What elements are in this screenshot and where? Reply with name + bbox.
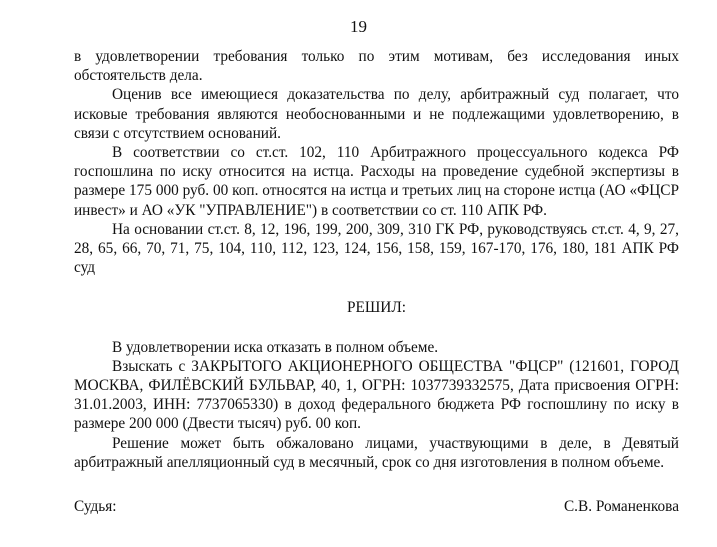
signature-role: Судья: <box>74 498 117 515</box>
page-number: 19 <box>350 17 367 36</box>
paragraph-appeal: Решение может быть обжаловано лицами, участвующими в деле, в Девятый арбитражный апелляционный суд в месячный, срок со дня изготовления в полном объеме. <box>74 434 679 471</box>
document-body <box>74 47 679 472</box>
paragraph-legal-basis: На основании ст.ст. 8, 12, 196, 199, 200, 309, 310 ГК РФ, руководствуясь ст.ст. 4, 9, 27, 28, 65, 66, 70, 71, 75, 104, 110, 112, 123, 124, 156, 158, 159, 167-170, 176, 180, 181 АПК РФ суд <box>74 220 679 277</box>
paragraph-claim-denied: В удовлетворении иска отказать в полном объеме. <box>112 338 439 356</box>
paragraph-continuation: в удовлетворении требования только по этим мотивам, без исследования иных обстоятельств дела. <box>74 48 679 85</box>
paragraph-court-costs: В соответствии со ст.ст. 102, 110 Арбитражного процессуального кодекса РФ госпошлина по иску относится на истца. Расходы на проведение судебной экспертизы в размере 175 000 руб. 00 коп. относятся на истца и третьих лиц на стороне истца (АО «ФЦСР инвест» и АО «УК "УПРАВЛЕНИЕ") в соответствии со ст. 110 АПК РФ. <box>74 144 679 219</box>
decision-heading: РЕШИЛ: <box>347 299 406 317</box>
paragraph-recovery: Взыскать с ЗАКРЫТОГО АКЦИОНЕРНОГО ОБЩЕСТВА "ФЦСР" (121601, ГОРОД МОСКВА, ФИЛЁВСКИЙ БУЛЬВАР, 40, 1, ОГРН: 1037739332575, Дата присвоения ОГРН: 31.01.2003, ИНН: 7737065330) в доход федерального бюджета РФ госпошлину по иску в размере 200 000 (Двести тысяч) руб. 00 коп. <box>74 357 679 433</box>
signature-name: С.В. Романенкова <box>563 498 679 515</box>
paragraph-evidence-assessment: Оценив все имеющиеся доказательства по делу, арбитражный суд полагает, что исковые требования являются необоснованными и не подлежащими удовлетворению, в связи с отсутствием оснований. <box>74 86 679 142</box>
signature-block <box>74 498 679 516</box>
